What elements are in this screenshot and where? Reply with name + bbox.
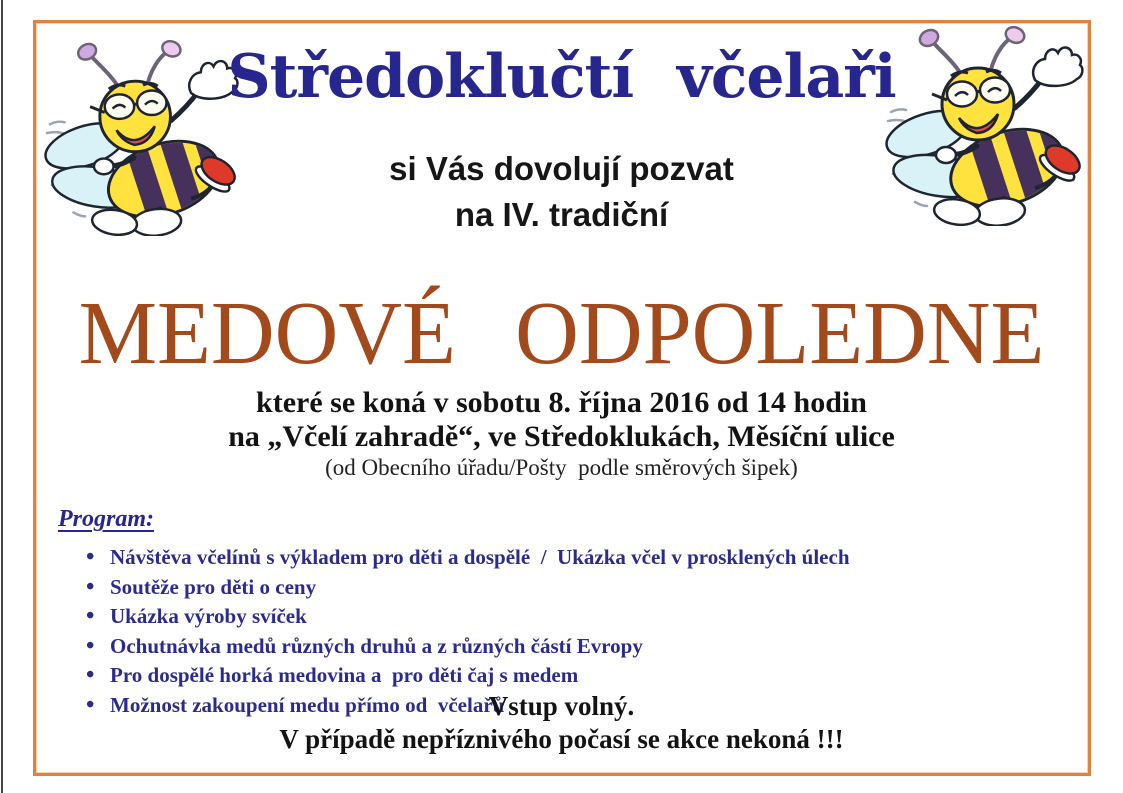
organization-title: Středoklučtí včelaři [227, 42, 896, 112]
program-list-item: • Ochutnávka medů různých druhů a z různých částí Evropy [58, 632, 938, 662]
program-list-item: • Soutěže pro děti o ceny [58, 573, 938, 603]
invitation-line-1: si Vás dovolují pozvat [389, 150, 734, 187]
program-list-item: • Možnost zakoupení medu přímo od včelařů [58, 691, 938, 721]
event-date-line: které se koná v sobotu 8. října 2016 od 14 hodin [256, 386, 867, 419]
event-directions-line: (od Obecního úřadu/Pošty podle směrových šipek) [325, 455, 798, 480]
event-place-line: na „Včelí zahradě“, ve Středoklukách, Měsíční ulice [228, 420, 895, 453]
footer-weather-line: V případě nepříznivého počasí se akce nekoná !!! [279, 724, 844, 754]
program-list-item: • Návštěva včelínů s výkladem pro děti a dospělé / Ukázka včel v prosklených úlech [58, 543, 938, 573]
program-heading: Program: [58, 506, 154, 532]
invitation-line-2: na IV. tradiční [454, 196, 669, 233]
invitation-lines [0, 146, 1123, 238]
footer-note [0, 690, 1123, 756]
program-section [58, 506, 938, 720]
event-title: MEDOVÉ ODPOLEDNE [78, 284, 1045, 383]
event-details [0, 386, 1123, 482]
program-list-item: • Ukázka výroby svíček [58, 602, 938, 632]
program-list-item: • Pro dospělé horká medovina a pro děti čaj s medem [58, 661, 938, 691]
footer-free-entry-line: Vstup volný. [488, 691, 635, 721]
